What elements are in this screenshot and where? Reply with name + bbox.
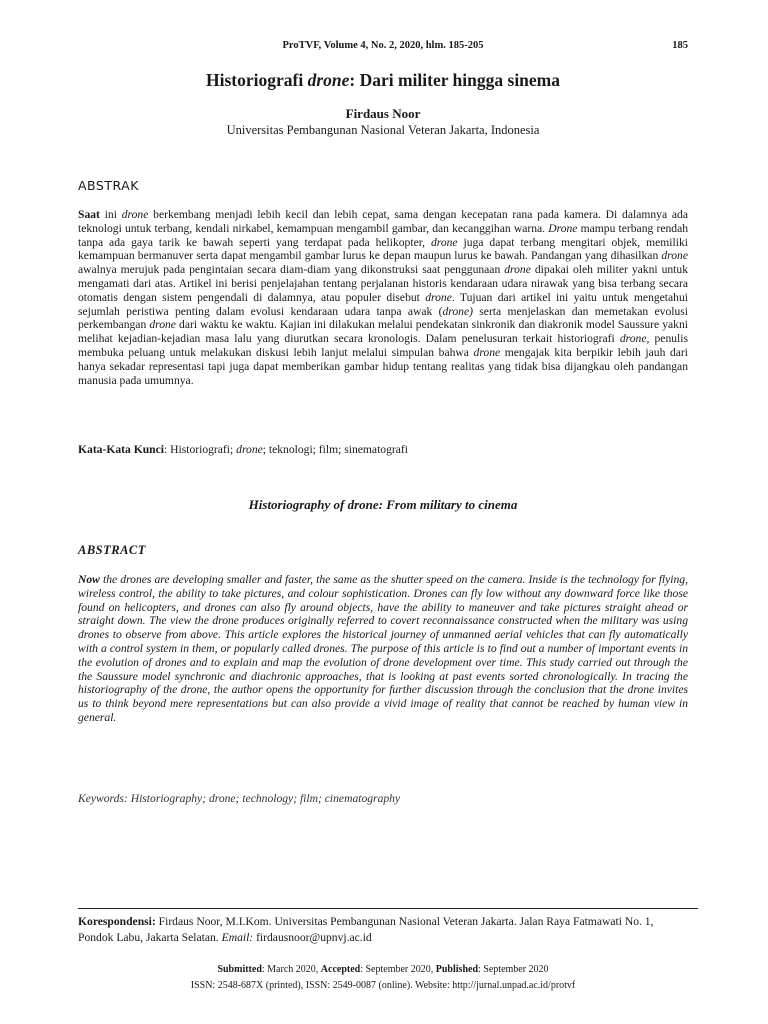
abstrak-lead: Saat [78,208,100,221]
abstract-heading: ABSTRACT [78,543,146,557]
accepted-label: Accepted [320,964,361,975]
abstract-lead: Now [78,573,100,586]
page-number: 185 [672,40,688,51]
abstrak-text: serta menjelaskan dan memetakan evolusi perkembangan [78,304,688,332]
abstract-body [78,573,688,725]
abstrak-heading: ABSTRAK [78,178,139,193]
abstrak-drone: drone [473,345,501,359]
abstrak-drone: drone [504,263,531,277]
abstrak-text: dari waktu ke waktu. Kajian ini dilakukan melalui pendekatan sinkronik dan diakronik model Saussure yakni melihat kejadian-kejadian masa lalu yang diurutkan secara kronologis. Dalam penelusuran terkait historiografi [78,318,688,346]
correspondence-note [78,914,688,946]
keywords-text: ; teknologi; film; sinematografi [262,443,408,456]
abstract-text: the drones are developing smaller and faster, the same as the shutter speed on the camera. Inside is the technology for flying, wireless control, the ability to take pictures, and colour sophistication. Drones can fly low without any downward force like those found on helicopters, and drones can also fly around objects, have the ability to maneuver and take pictures straight ahead or straight down. The view the drone produces originally referred to covert reconnaissance constructed when the military was using drones to observe from above. This article explores the historical journey of unmanned aerial vehicles that can fly automatically with a control system in them, or popularly called drones. The purpose of this article is to find out a number of important events in the evolution of drones and to explain and map the evolution of drone development over time. This study carried out through the the Saussure model synchronic and diachronic approaches, that is looking at past events sorted chronologically. In tracing the historiography of the drone, the author opens the opportunity for further discussion through the conclusion that the drone invites us to think beyond mere representations but can also provide a vivid image of reality that cannot be reached by human view in general. [78,573,688,724]
correspondence-text: Firdaus Noor, M.I.Kom. Universitas Pembangunan Nasional Veteran Jakarta. Jalan Raya Fatmawati No. 1, Pondok Labu, Jakarta Selatan. [78,915,654,944]
published-label: Published [435,964,479,975]
abstrak-text: awalnya merujuk pada pengintaian secara diam-diam yang dikonstruksi saat penggunaan [78,263,505,277]
keywords-indonesian [78,443,688,456]
abstrak-text: juga dapat terbang mengitari objek, memiliki kemampuan bermanuver serta dapat mengambil gambar lurus ke depan maupun lurus ke bawah. Pandangan yang dihasilkan [78,235,688,263]
english-title: Historiography of drone: From military to cinema [248,497,518,512]
published-date: : September 2020 [478,964,549,975]
abstrak-text: mengajak kita berpikir lebih jauh dari hanya sekadar representasi tapi juga dapat memberikan gambar hidup tentang realitas yang tidak bisa dijangkau oleh pandangan manusia pada umumnya. [78,345,688,387]
abstrak-drone: drone [425,290,452,304]
abstrak-drone: drone, [619,332,650,346]
issn-line: ISSN: 2548-687X (printed), ISSN: 2549-0087 (online). Website: http://jurnal.unpad.ac.id/protvf [190,980,576,991]
submission-dates [78,964,688,975]
abstrak-drone: drone [149,318,176,332]
keywords-text: : Historiografi; [164,443,237,456]
abstrak-text: mampu terbang rendah tanpa ada gaya tarik ke bawah seperti yang terdapat pada helikopter, [78,221,689,249]
keywords-english: Keywords: Historiography; drone; technology; film; cinematography [78,792,401,805]
footnote-divider [78,908,698,909]
abstrak-text: berkembang menjadi lebih kecil dan lebih cepat, sama dengan kecepatan rana pada kamera. Di dalamnya ada teknologi untuk terbang, kendali nirkabel, kemampuan mengambil gambar, dan kecanggihan warna. [78,208,688,235]
keywords-drone: drone [236,443,263,456]
abstrak-drone: drone [661,249,688,263]
abstrak-text: penulis membuka peluang untuk melakukan diskusi lebih lanjut melalui simpulan bahwa [78,332,688,359]
abstrak-text: . Tujuan dari artikel ini yaitu untuk mengetahui sejumlah peristiwa penting dalam evolusi kendaraan udara tanpa awak ( [78,290,688,318]
abstrak-text: dipakai oleh militer yakni untuk mengamati dari atas. Artikel ini berisi penjelajahan tentang perjalanan historis kendaraan udara nirawak yang bisa terbang secara otomatis dengan sistem pengendali di dalamnya, atau populer disebut [78,263,688,304]
accepted-date: : September 2020, [360,964,436,975]
title-part2: : Dari militer hingga sinema [349,70,561,90]
abstrak-drone: drone [121,208,149,221]
abstrak-drone: drone [430,235,458,249]
submitted-date: : March 2020, [261,964,321,975]
title-italic: drone [307,70,350,90]
keywords-label: Kata-Kata Kunci [78,443,164,456]
abstrak-text: ini [99,208,122,221]
paper-title [78,70,688,91]
abstrak-body [78,208,688,387]
submitted-label: Submitted [217,964,262,975]
title-part1: Historiografi [205,70,308,90]
abstrak-drone: Drone [548,221,578,235]
email-label: Email: [221,931,254,944]
correspondence-label: Korespondensi: [78,915,156,928]
running-header: ProTVF, Volume 4, No. 2, 2020, hlm. 185-205 [282,40,484,51]
abstrak-drone: drone) [442,304,473,318]
email-address[interactable]: firdausnoor@upnvj.ac.id [253,931,372,944]
author-affiliation: Universitas Pembangunan Nasional Veteran Jakarta, Indonesia [226,123,540,137]
author-name: Firdaus Noor [345,106,421,121]
